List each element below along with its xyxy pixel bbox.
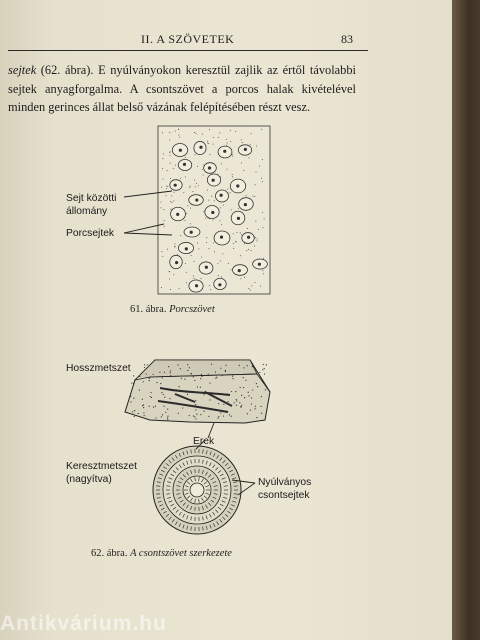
figure61-number: 61. ábra.: [130, 304, 167, 315]
label-vessels: Erek: [193, 436, 215, 447]
book-edge: [452, 0, 480, 640]
lead-word: sejtek: [8, 63, 37, 77]
watermark-text: Antikvárium.hu: [0, 612, 167, 635]
running-title: II. A SZÖVETEK: [141, 32, 235, 46]
figure61-title: Porcszövet: [169, 304, 215, 315]
paragraph-text: (62. ábra). E nyúlványokon keresztül zajlik az értől távolabbi sejtek anyagforgalma. A csontszövet a porcos halak kivételével minden gerinces állat belső vázának felépítésében részt vesz.: [8, 63, 356, 114]
label-osteocytes: Nyúlványos csontsejtek: [258, 477, 312, 501]
figure62-number: 62. ábra.: [91, 548, 128, 559]
figure61-caption: [130, 304, 215, 315]
bone-longitudinal-block: [125, 360, 270, 423]
figure62-title: A csontszövet szerkezete: [130, 548, 232, 559]
figure62-caption: [91, 548, 232, 559]
label-longitudinal-section: Hosszmetszet: [66, 363, 131, 374]
page-number: 83: [341, 32, 353, 46]
label-chondrocytes: Porcsejtek: [66, 228, 115, 239]
label-cross-section: Keresztmetszet (nagyítva): [66, 461, 137, 485]
label-intercellular-matrix: Sejt közötti állomány: [66, 193, 117, 217]
bone-cross-section: [153, 446, 241, 534]
